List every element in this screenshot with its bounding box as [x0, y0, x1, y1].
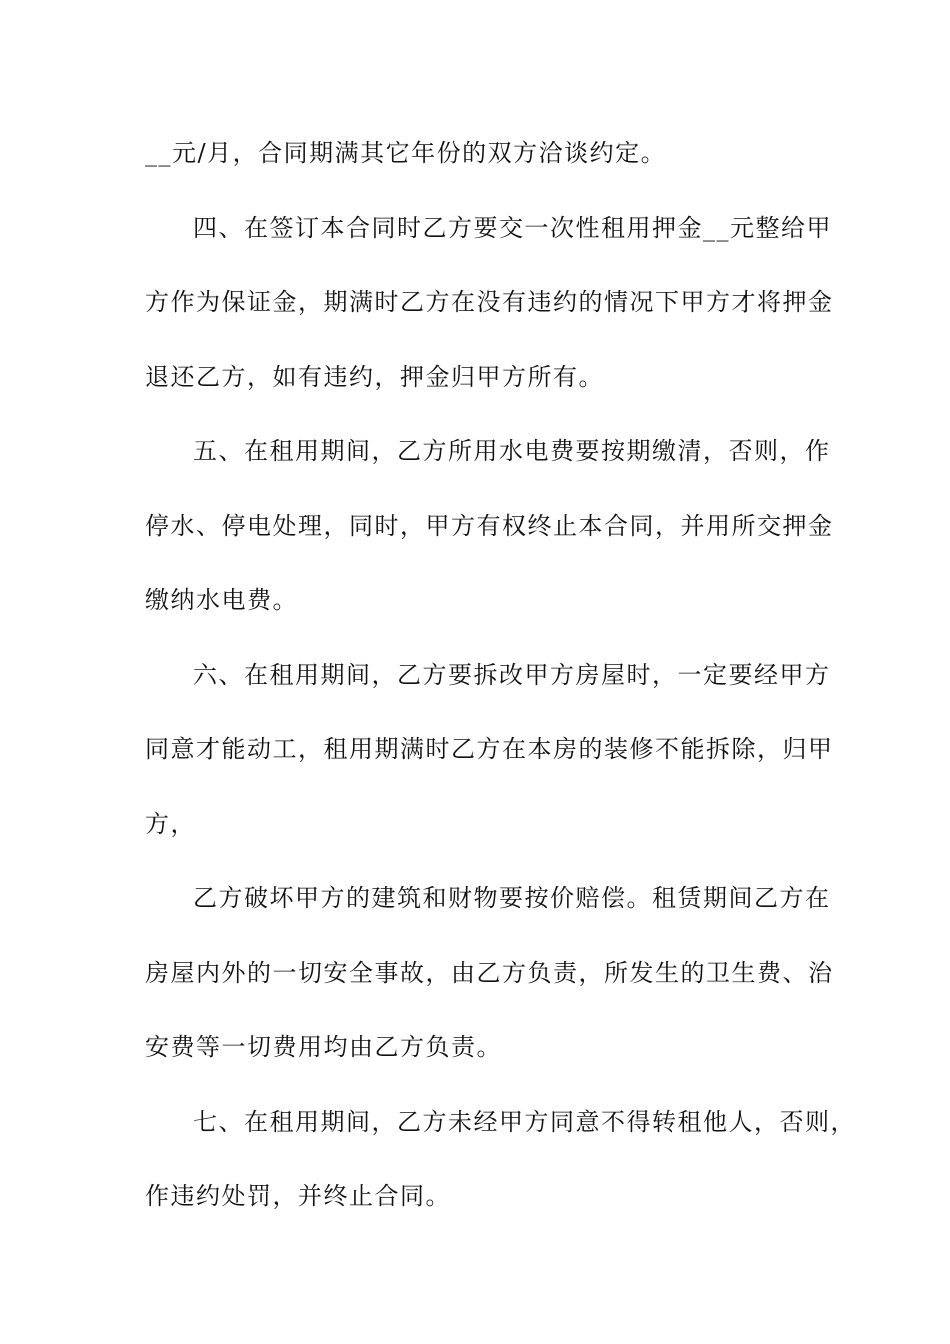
clause-6-line: 六、在租用期间，乙方要拆改甲方房屋时，一定要经甲方 [193, 661, 831, 689]
clause-5-line: 五、在租用期间，乙方所用水电费要按期缴清，否则，作 [193, 437, 831, 465]
text-line: 方作为保证金，期满时乙方在没有违约的情况下甲方才将押金 [145, 288, 834, 316]
text-line: 作违约处罚，并终止合同。 [145, 1182, 451, 1210]
text-line: 方， [145, 810, 196, 838]
text-line: 缴纳水电费。 [145, 586, 298, 614]
text-line: __元/月，合同期满其它年份的双方洽谈约定。 [145, 139, 667, 167]
text-line: 同意才能动工，租用期满时乙方在本房的装修不能拆除，归甲 [145, 735, 834, 763]
paragraph-line: 乙方破坏甲方的建筑和财物要按价赔偿。租赁期间乙方在 [193, 884, 831, 912]
text-line: 停水、停电处理，同时，甲方有权终止本合同，并用所交押金 [145, 512, 834, 540]
text-line: 安费等一切费用均由乙方负责。 [145, 1033, 502, 1061]
text-line: 退还乙方，如有违约，押金归甲方所有。 [145, 363, 604, 391]
clause-7-line: 七、在租用期间，乙方未经甲方同意不得转租他人，否则， [193, 1108, 856, 1136]
text-line: 房屋内外的一切安全事故，由乙方负责，所发生的卫生费、治 [145, 959, 834, 987]
clause-4-line: 四、在签订本合同时乙方要交一次性租用押金__元整给甲 [193, 214, 832, 242]
